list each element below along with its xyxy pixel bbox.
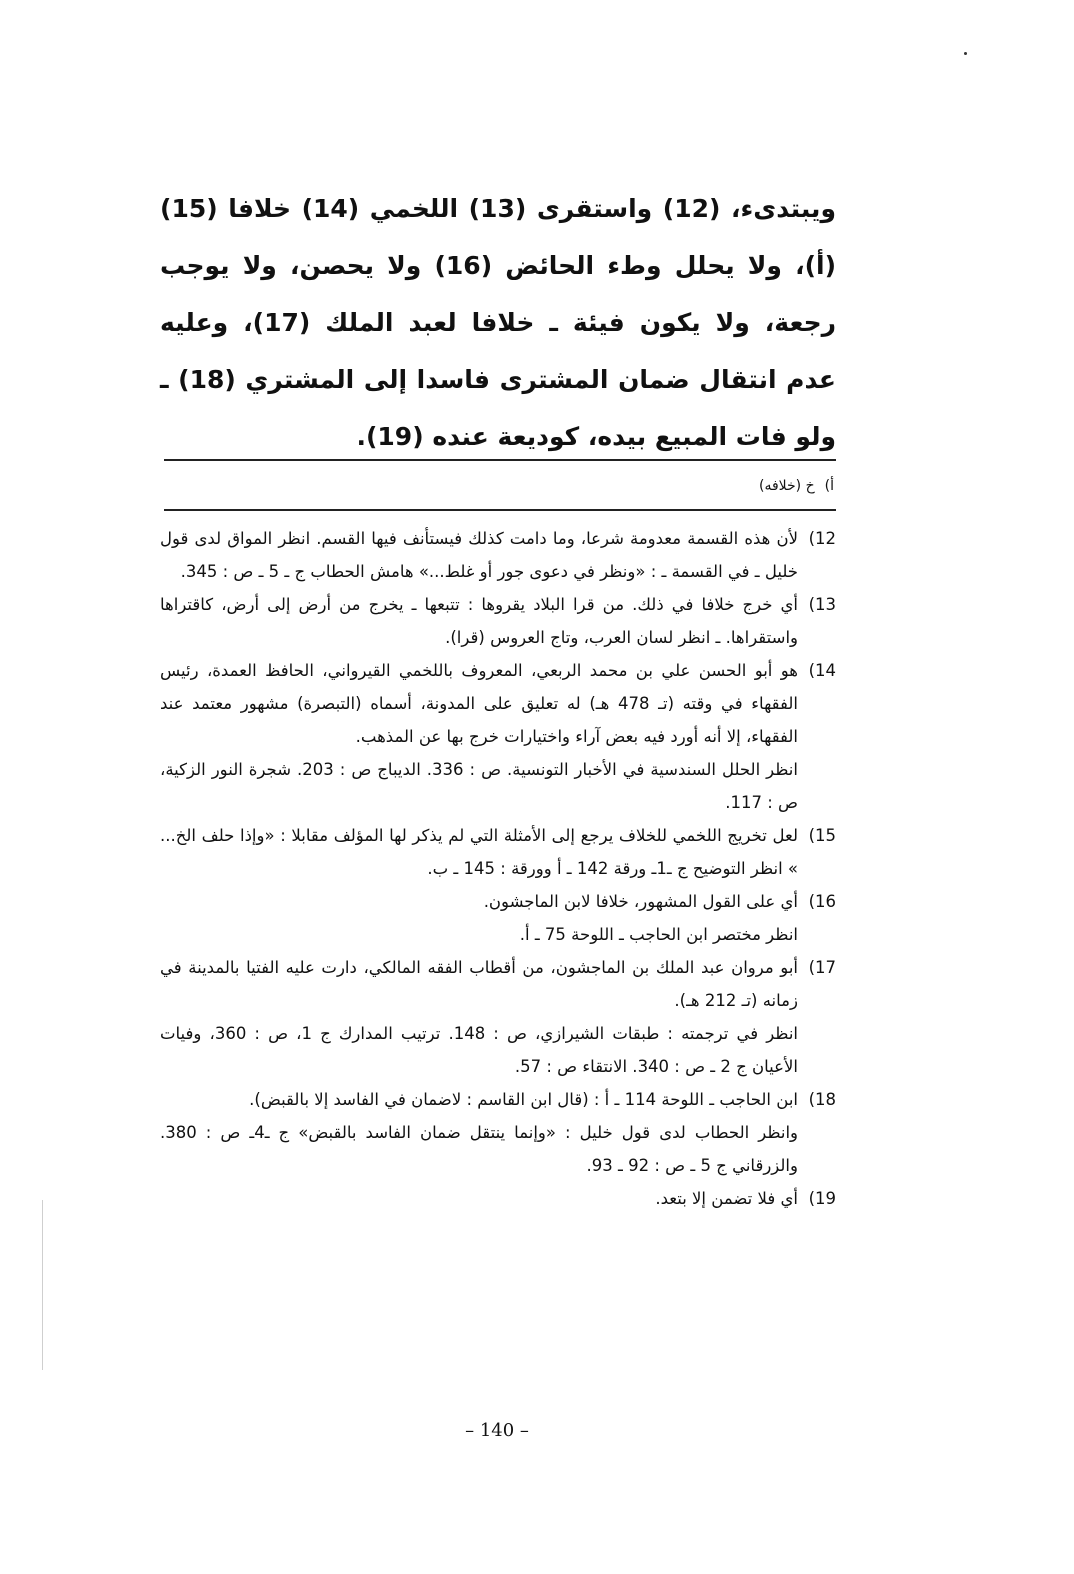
footnote-paragraph: أي فلا تضمن إلا بتعد. xyxy=(655,1189,798,1208)
footnote-paragraph: لعل تخريج اللخمي للخلاف يرجع إلى الأمثلة التي لم يذكر لها المؤلف مقابلا : «وإذا حلف الخ... » انظر التوضيح ج ـ1ـ ورقة 142 ـ أ وورقة : 145 ـ ب. xyxy=(160,826,798,878)
footnote-body xyxy=(160,522,798,588)
footnote-paragraph: أي خرج خلافا في ذلك. من قرا البلاد يقروها : تتبعها ـ يخرج من أرض إلى أرض، كاقتراها واستقراها. ـ انظر لسان العرب، وتاج العروس (قرا). xyxy=(160,595,798,647)
footnote-paragraph: أبو مروان عبد الملك بن الماجشون، من أقطاب الفقه المالكي، دارت عليه الفتيا بالمدينة في زمانه (تـ 212 هـ). xyxy=(160,958,798,1010)
footnote xyxy=(160,951,836,1083)
footnote-number: 15) xyxy=(808,826,836,845)
footnote-body xyxy=(160,1182,798,1215)
footnote-paragraph: لأن هذه القسمة معدومة شرعا، وما دامت كذلك فيستأنف فيها القسم. انظر المواق لدى قول خليل ـ في القسمة ـ : «ونظر في دعوى جور أو غلط...» هامش الحطاب ج ـ 5 ـ ص : 345. xyxy=(160,529,798,581)
footnote-paragraph: وانظر الحطاب لدى قول خليل : «وإنما ينتقل ضمان الفاسد بالقبض» ج ـ4ـ ص : 380. والزرقاني ج 5 ـ ص : 92 ـ 93. xyxy=(160,1123,798,1175)
page-number: – 140 – xyxy=(465,1420,529,1441)
footnote xyxy=(160,588,836,654)
footnotes-list xyxy=(160,522,836,1215)
footnote-body xyxy=(160,951,798,1083)
footnote-paragraph: أي على القول المشهور، خلافا لابن الماجشون. xyxy=(483,892,798,911)
footnote xyxy=(160,819,836,885)
footnote-body xyxy=(160,885,798,951)
footnote-number: 13) xyxy=(808,595,836,614)
variant-note-text: خ (خلافه) xyxy=(759,478,815,494)
footnote-paragraph: انظر في ترجمته : طبقات الشيرازي، ص : 148. ترتيب المدارك ج 1، ص : 360، وفيات الأعيان ج 2 ـ ص : 340. الانتقاء ص : 57. xyxy=(160,1024,799,1076)
footnote-bottom-rule xyxy=(164,509,836,511)
footnote-top-rule xyxy=(164,459,836,461)
footnote xyxy=(160,885,836,951)
footnote-number: 12) xyxy=(808,529,836,548)
footnote xyxy=(160,1083,836,1182)
footnote-body xyxy=(160,654,798,819)
footnote-body xyxy=(160,1083,798,1182)
footnote-paragraph: ابن الحاجب ـ اللوحة 114 ـ أ : (قال ابن القاسم : لاضمان في الفاسد إلا بالقبض). xyxy=(249,1090,798,1109)
footnote xyxy=(160,522,836,588)
footnote-paragraph: هو أبو الحسن علي بن محمد الربعي، المعروف باللخمي القيرواني، الحافظ العمدة، رئيس الفقهاء في وقته (تـ 478 هـ) له تعليق على المدونة، أسماه (التبصرة) مشهور معتمد عند الفقهاء، إلا أنه أورد فيه بعض آراء واختيارات خرج بها عن المذهب. xyxy=(160,661,798,746)
footnote-number: 16) xyxy=(808,892,836,911)
variant-note xyxy=(164,476,834,496)
footnote-number: 17) xyxy=(808,958,836,977)
footnote-number: 18) xyxy=(808,1090,836,1109)
footnote-paragraph: انظر الحلل السندسية في الأخبار التونسية. ص : 336. الديباج ص : 203. شجرة النور الزكية، ص : 117. xyxy=(160,760,798,812)
footnote-number: 14) xyxy=(808,661,836,680)
footnote xyxy=(160,1182,836,1215)
variant-note-mark: أ) xyxy=(824,478,834,494)
footnote-paragraph: انظر مختصر ابن الحاجب ـ اللوحة 75 ـ أ. xyxy=(519,925,798,944)
footnote-body xyxy=(160,819,798,885)
footnote-number: 19) xyxy=(808,1189,836,1208)
main-text: ويبتدىء، (12) واستقرى (13) اللخمي (14) خلافا (15) (أ)، ولا يحلل وطء الحائض (16) ولا يحصن، ولا يوجب رجعة، ولا يكون فيئة ـ خلافا لعبد الملك (17)، وعليه عدم انتقال ضمان المشترى فاسدا إلى المشتري (18) ـ ولو فات المبيع بيده، كوديعة عنده (19). xyxy=(160,194,836,451)
scan-speck xyxy=(964,52,967,55)
footnote-body xyxy=(160,588,798,654)
scan-margin-line xyxy=(42,1200,43,1370)
footnote xyxy=(160,654,836,819)
